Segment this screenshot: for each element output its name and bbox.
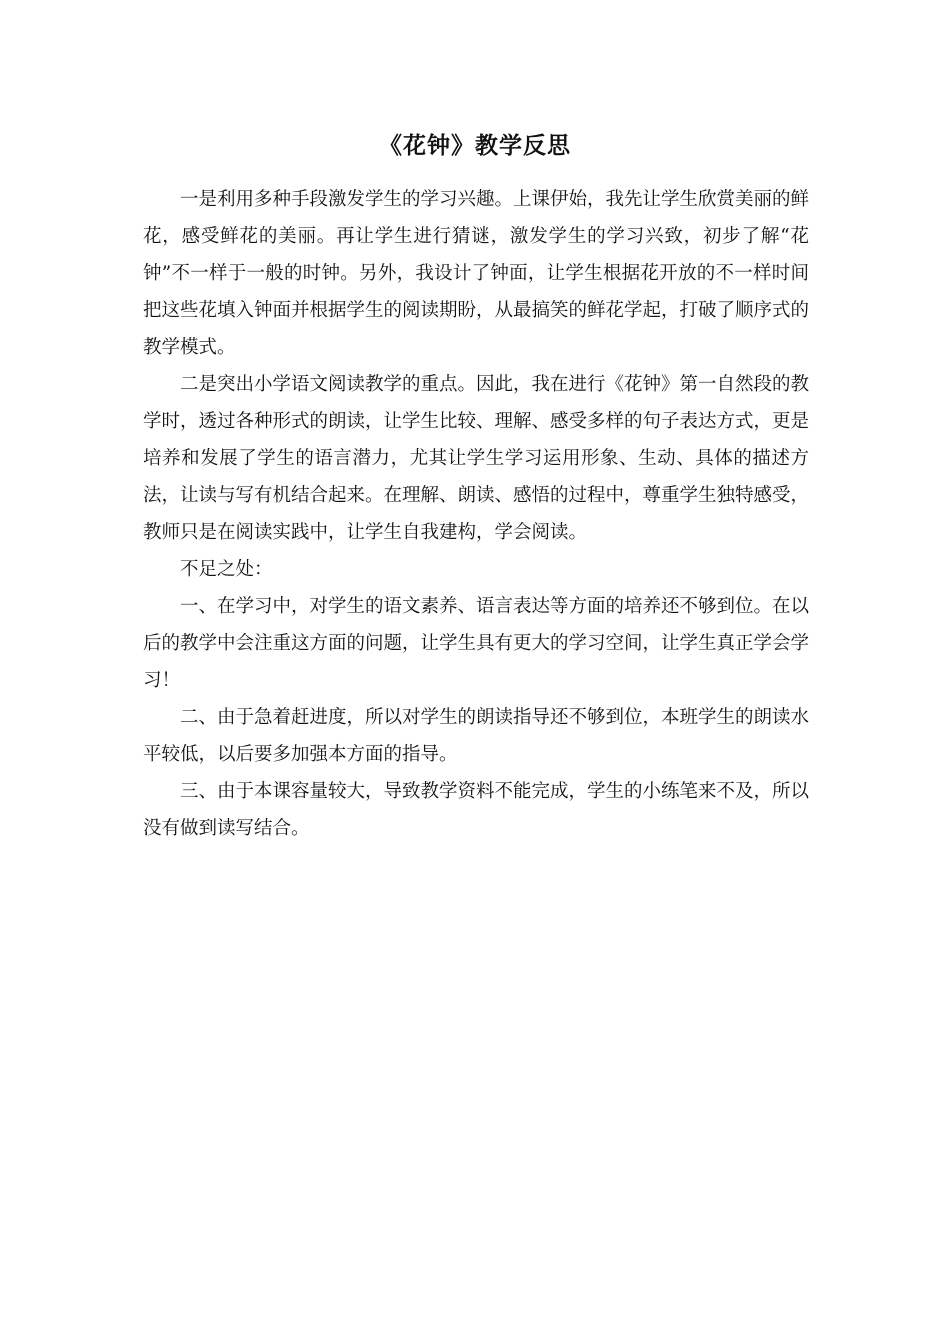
paragraph-shortcomings-heading: 不足之处： bbox=[180, 559, 273, 580]
document-title: 《花钟》教学反思 bbox=[379, 133, 571, 159]
paragraph-method-interest: 一是利用多种手段激发学生的学习兴趣。上课伊始，我先让学生欣赏美丽的鲜花，感受鲜花的美丽。再让学生进行猜谜，激发学生的学习兴致，初步了解“花钟”不一样于一般的时钟。另外，我设计了钟面，让学生根据花开放的不一样时间把这些花填入钟面并根据学生的阅读期盼，从最搞笑的鲜花学起，打破了顺序式的教学模式。 bbox=[143, 189, 810, 358]
document-body bbox=[143, 181, 809, 847]
paragraph-shortcoming-2: 二、由于急着赶进度，所以对学生的朗读指导还不够到位，本班学生的朗读水平较低，以后要多加强本方面的指导。 bbox=[143, 707, 810, 765]
paragraph-shortcoming-3: 三、由于本课容量较大，导致教学资料不能完成，学生的小练笔来不及，所以没有做到读写结合。 bbox=[143, 781, 810, 839]
paragraph-reading-focus: 二是突出小学语文阅读教学的重点。因此，我在进行《花钟》第一自然段的教学时，透过各种形式的朗读，让学生比较、理解、感受多样的句子表达方式，更是培养和发展了学生的语言潜力，尤其让学生学习运用形象、生动、具体的描述方法，让读与写有机结合起来。在理解、朗读、感悟的过程中，尊重学生独特感受，教师只是在阅读实践中，让学生自我建构，学会阅读。 bbox=[143, 374, 810, 543]
paragraph-shortcoming-1: 一、在学习中，对学生的语文素养、语言表达等方面的培养还不够到位。在以后的教学中会注重这方面的问题，让学生具有更大的学习空间，让学生真正学会学习！ bbox=[143, 596, 810, 691]
